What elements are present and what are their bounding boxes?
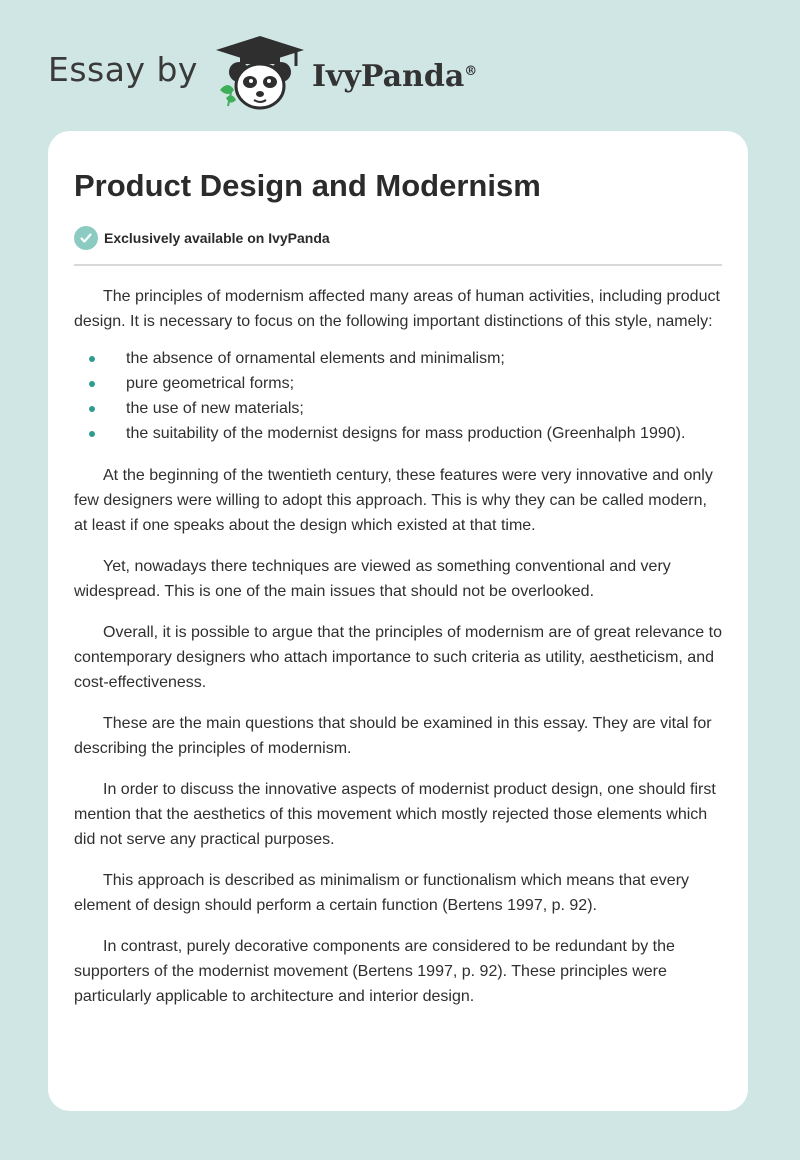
list-item (74, 396, 722, 421)
intro-paragraph: The principles of modernism affected many areas of human activities, including product design. It is necessary to focus on the following important distinctions of this style, namely: (74, 288, 720, 331)
list-item (74, 371, 722, 396)
body-paragraph: Yet, nowadays there techniques are viewed as something conventional and very widespread. This is one of the main issues that should not be overlooked. (74, 558, 671, 601)
check-circle-icon (74, 226, 98, 250)
distinctions-list (74, 346, 722, 446)
list-item (74, 421, 722, 446)
list-item-text: pure geometrical forms; (126, 375, 295, 393)
list-item-text: the use of new materials; (126, 400, 304, 418)
list-item-text: the absence of ornamental elements and minimalism; (126, 350, 505, 368)
site-header (48, 34, 477, 114)
exclusive-badge-label: Exclusively available on IvyPanda (104, 230, 330, 247)
bullet-icon (89, 406, 95, 412)
essay-by-label: Essay by (48, 49, 198, 89)
bullet-icon (89, 381, 95, 387)
body-paragraph: In order to discuss the innovative aspects of modernist product design, one should first mention that the aesthetics of this movement which mostly rejected those elements which did not serve any practical purposes. (74, 781, 716, 849)
body-paragraph: In contrast, purely decorative components are considered to be redundant by the supporters of the modernist movement (Bertens 1997, p. 92). These principles were particularly applicable to architecture and interior design. (74, 938, 675, 1006)
title-divider (74, 264, 722, 266)
exclusive-badge (74, 226, 722, 250)
bullet-icon (89, 356, 95, 362)
registered-mark: ® (464, 63, 478, 79)
body-paragraph: This approach is described as minimalism or functionalism which means that every element of design should perform a certain function (Bertens 1997, p. 92). (74, 872, 690, 915)
brand-name[interactable] (312, 59, 477, 94)
body-paragraph: These are the main questions that should be examined in this essay. They are vital for describing the principles of modernism. (74, 715, 712, 758)
body-paragraph: Overall, it is possible to argue that the principles of modernism are of great relevance to contemporary designers who attach importance to such criteria as utility, aestheticism, and cost-effectiveness. (74, 624, 722, 692)
page-title: Product Design and Modernism (74, 168, 541, 203)
brand-name-text: IvyPanda (311, 58, 465, 94)
essay-body (74, 284, 722, 1009)
list-item (74, 346, 722, 371)
list-item-text: the suitability of the modernist designs for mass production (Greenhalph 1990). (126, 425, 686, 443)
essay-card (48, 131, 748, 1111)
bullet-icon (89, 431, 95, 437)
panda-graduate-icon[interactable] (212, 32, 312, 117)
body-paragraph: At the beginning of the twentieth century, these features were very innovative and only few designers were willing to adopt this approach. This is why they can be called modern, at least if one speaks about the design which existed at that time. (74, 467, 713, 535)
